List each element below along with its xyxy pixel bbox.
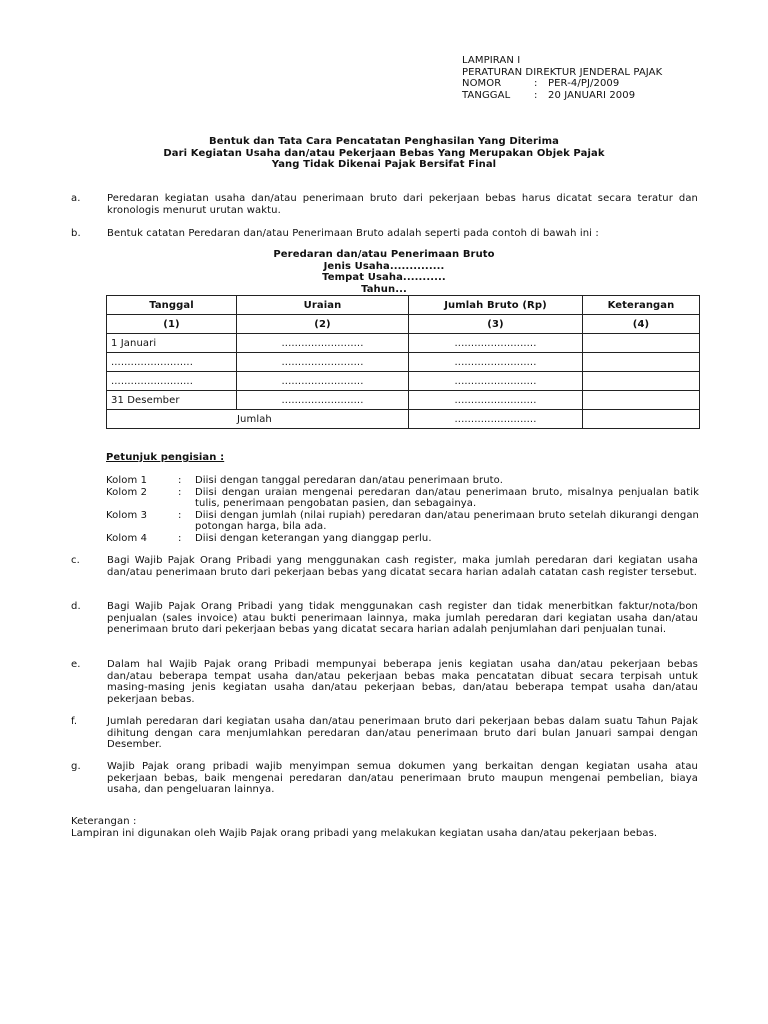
table-cell: ......................... <box>107 353 237 372</box>
catatan-title <box>0 249 768 295</box>
total-label: Jumlah <box>107 410 409 429</box>
header-peraturan: PERATURAN DIREKTUR JENDERAL PAJAK <box>462 66 663 78</box>
text-b: Bentuk catatan Peredaran dan/atau Penerimaan Bruto adalah seperti pada contoh di bawah ini : <box>107 228 599 239</box>
kolom-text: Diisi dengan jumlah (nilai rupiah) peredaran dan/atau penerimaan bruto setelah dikurangi dengan potongan harga, bila ada. <box>195 509 699 533</box>
kolom-label: Kolom 2 <box>106 486 148 498</box>
table-cell <box>583 353 700 372</box>
kolom-text: Diisi dengan uraian mengenai peredaran dan/atau penerimaan bruto, misalnya penjualan batik tulis, penerimaan pengobatan pasien, dan sebagainya. <box>195 486 699 510</box>
catatan-jenis-usaha: Jenis Usaha.............. <box>323 260 445 272</box>
marker-e: e. <box>71 659 81 670</box>
table-cell: 1 Januari <box>107 334 237 353</box>
nomor-value: PER-4/PJ/2009 <box>548 78 620 90</box>
column-number: (1) <box>107 315 237 334</box>
marker-c: c. <box>71 555 80 566</box>
list-item <box>106 510 699 533</box>
column-number: (4) <box>583 315 700 334</box>
header-tanggal-row <box>462 90 662 102</box>
header-nomor-row <box>462 78 662 90</box>
keterangan-label: Keterangan : <box>71 816 137 827</box>
table-cell: ......................... <box>237 391 409 410</box>
table-cell: ......................... <box>409 391 583 410</box>
table-row <box>107 334 700 353</box>
table-cell: ......................... <box>107 372 237 391</box>
kolom-label: Kolom 3 <box>106 509 148 521</box>
header-tanggal: Tanggal <box>107 296 237 315</box>
text-g: Wajib Pajak orang pribadi wajib menyimpan semua dokumen yang berkaitan dengan kegiatan usaha atau pekerjaan bebas, baik mengenai peredaran dan/atau penerimaan bruto maupun mengenai pembelian, biaya usaha, dan pengeluaran lainnya. <box>107 761 698 796</box>
catatan-tempat-usaha: Tempat Usaha........... <box>322 272 446 284</box>
kolom-label: Kolom 1 <box>106 475 148 486</box>
column-number: (3) <box>409 315 583 334</box>
paragraph-d <box>71 601 698 636</box>
marker-b: b. <box>71 228 81 239</box>
tanggal-value: 20 JANUARI 2009 <box>548 89 636 101</box>
header-lampiran: LAMPIRAN I <box>462 55 521 66</box>
text-d: Bagi Wajib Pajak Orang Pribadi yang tidak menggunakan cash register dan tidak menerbitkan faktur/nota/bon penjualan (sales invoice) atau bukti penerimaan lainnya, maka jumlah peredaran dari kegiatan usaha dan/atau penerimaan bruto dari pekerjaan bebas yang dicatat secara harian adalah penjumlahan dari penjualan tunai. <box>107 601 698 636</box>
table-cell: ......................... <box>409 334 583 353</box>
tanggal-label: TANGGAL <box>462 89 511 101</box>
table-header-row <box>107 296 700 315</box>
keterangan-block <box>71 816 698 839</box>
header-keterangan: Keterangan <box>583 296 700 315</box>
marker-g: g. <box>71 761 81 772</box>
table-cell <box>583 334 700 353</box>
table-total-row <box>107 410 700 429</box>
table-cell <box>583 410 700 429</box>
header-jumlah-bruto: Jumlah Bruto (Rp) <box>409 296 583 315</box>
total-value: ......................... <box>409 410 583 429</box>
petunjuk-list <box>106 475 699 545</box>
kolom-text: Diisi dengan tanggal peredaran dan/atau penerimaan bruto. <box>195 475 504 486</box>
nomor-colon: : <box>534 78 538 90</box>
kolom-label: Kolom 4 <box>106 532 148 544</box>
marker-f: f. <box>71 716 78 727</box>
table-cell: ......................... <box>409 353 583 372</box>
table-row <box>107 391 700 410</box>
list-item <box>106 487 699 510</box>
bruto-table <box>106 295 700 429</box>
paragraph-b <box>71 228 698 240</box>
text-e: Dalam hal Wajib Pajak orang Pribadi mempunyai beberapa jenis kegiatan usaha dan/atau pekerjaan bebas dan/atau beberapa tempat usaha dan/atau pekerjaan bebas maka pencatatan dibuat secara terpisah untuk masing-masing jenis kegiatan usaha dan/atau pekerjaan bebas, dan/atau beberapa tempat usaha dan/atau pekerjaan bebas. <box>107 659 698 705</box>
title-line-1: Bentuk dan Tata Cara Pencatatan Penghasilan Yang Diterima <box>209 136 559 147</box>
kolom-colon: : <box>178 486 182 498</box>
catatan-title-main: Peredaran dan/atau Penerimaan Bruto <box>273 249 495 260</box>
nomor-label: NOMOR <box>462 78 502 90</box>
list-item <box>106 475 699 487</box>
table-cell <box>583 372 700 391</box>
table-number-row <box>107 315 700 334</box>
header-uraian: Uraian <box>237 296 409 315</box>
keterangan-text: Lampiran ini digunakan oleh Wajib Pajak orang pribadi yang melakukan kegiatan usaha dan/atau pekerjaan bebas. <box>71 827 658 839</box>
paragraph-c <box>71 555 698 578</box>
marker-d: d. <box>71 601 81 612</box>
table-row <box>107 372 700 391</box>
table-cell <box>583 391 700 410</box>
catatan-tahun: Tahun... <box>361 283 407 295</box>
kolom-colon: : <box>178 475 182 486</box>
text-c: Bagi Wajib Pajak Orang Pribadi yang menggunakan cash register, maka jumlah peredaran dari kegiatan usaha dan/atau penerimaan bruto dari pekerjaan bebas yang dicatat secara harian adalah catatan cash register tersebut. <box>107 555 698 578</box>
document-title <box>0 136 768 171</box>
paragraph-a <box>71 193 698 216</box>
text-f: Jumlah peredaran dari kegiatan usaha dan/atau penerimaan bruto dari pekerjaan bebas dalam suatu Tahun Pajak dihitung dengan cara menjumlahkan peredaran dan/atau penerimaan bruto dari bulan Januari sampai dengan Desember. <box>107 716 698 751</box>
table-cell: 31 Desember <box>107 391 237 410</box>
column-number: (2) <box>237 315 409 334</box>
text-a: Peredaran kegiatan usaha dan/atau penerimaan bruto dari pekerjaan bebas harus dicatat secara teratur dan kronologis menurut urutan waktu. <box>107 193 698 216</box>
marker-a: a. <box>71 193 81 204</box>
table-cell: ......................... <box>409 372 583 391</box>
paragraph-f <box>71 716 698 751</box>
paragraph-g <box>71 761 698 796</box>
petunjuk-title: Petunjuk pengisian : <box>106 452 225 463</box>
table-cell: ......................... <box>237 334 409 353</box>
list-item <box>106 533 699 545</box>
kolom-colon: : <box>178 532 182 544</box>
paragraph-e <box>71 659 698 705</box>
table-cell: ......................... <box>237 372 409 391</box>
kolom-text: Diisi dengan keterangan yang dianggap perlu. <box>195 532 432 544</box>
kolom-colon: : <box>178 509 182 521</box>
title-line-2: Dari Kegiatan Usaha dan/atau Pekerjaan Bebas Yang Merupakan Objek Pajak <box>163 147 605 159</box>
regulation-header <box>462 55 662 101</box>
table-row <box>107 353 700 372</box>
table-cell: ......................... <box>237 353 409 372</box>
title-line-3: Yang Tidak Dikenai Pajak Bersifat Final <box>271 159 497 171</box>
tanggal-colon: : <box>534 89 538 101</box>
